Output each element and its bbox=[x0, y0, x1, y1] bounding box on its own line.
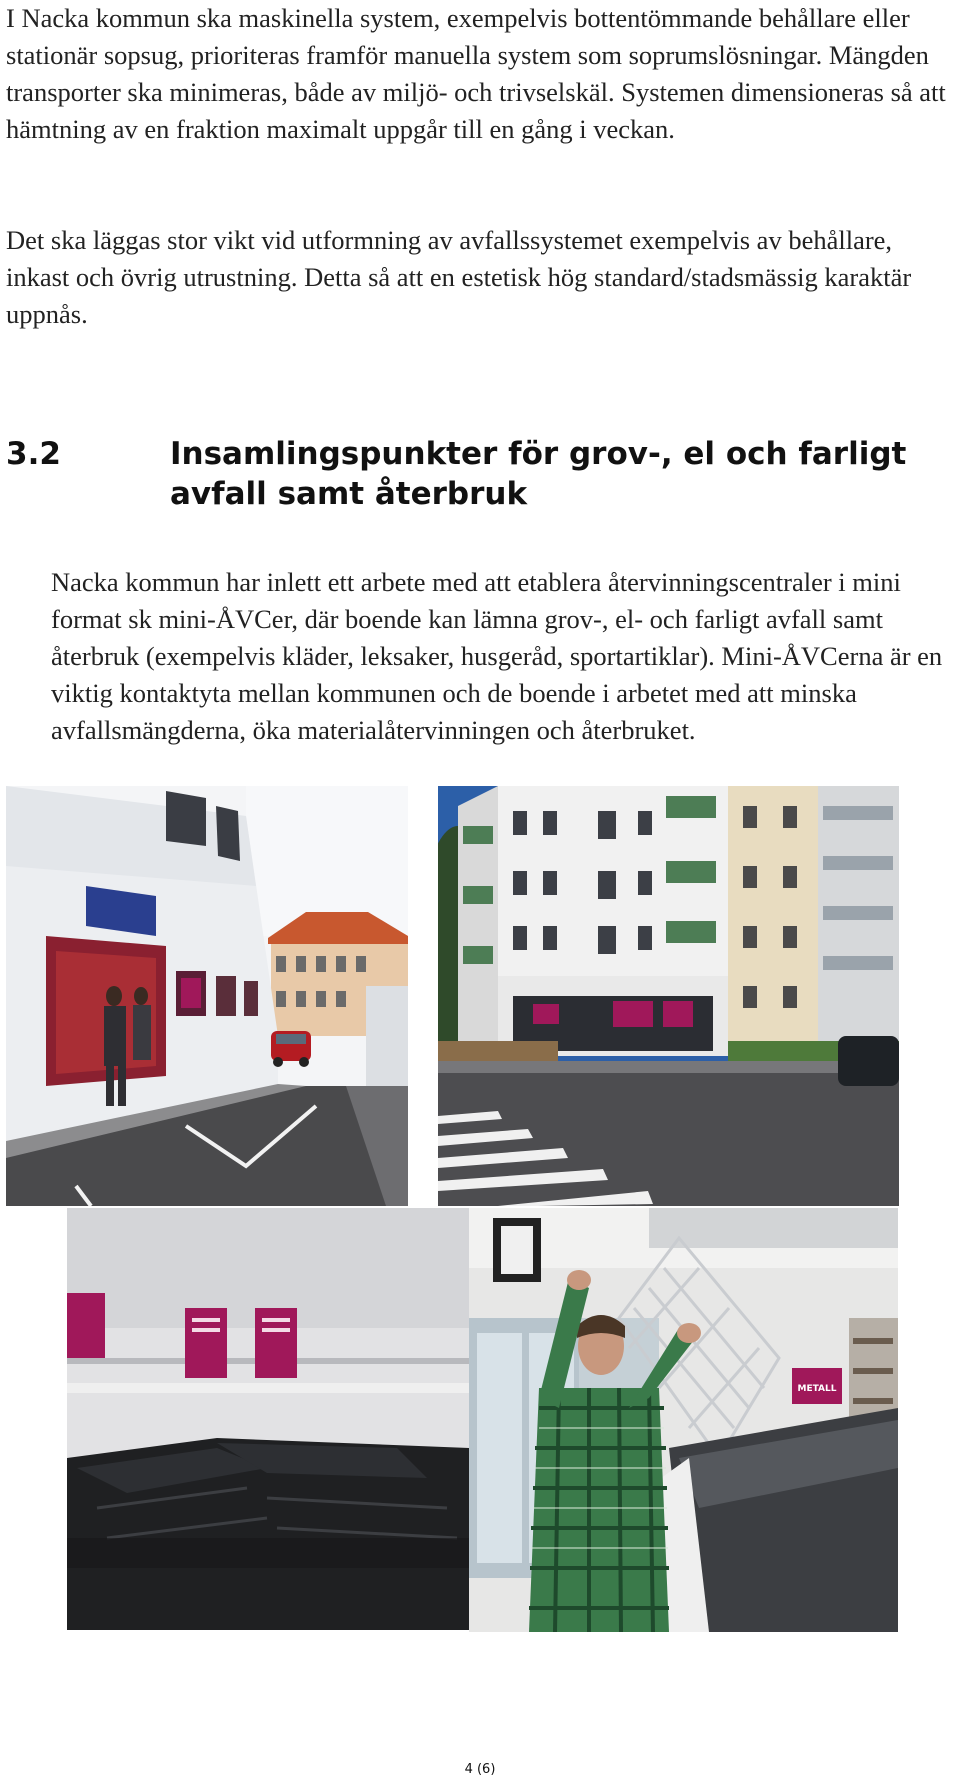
photo-collection-bins bbox=[67, 1208, 469, 1630]
body-paragraph-intro: I Nacka kommun ska maskinella system, exempelvis bottentömmande behållare eller stationär sopsug, prioriteras framför manuella system som soprumslösningar. Mängden transporter ska minimeras, både av miljö- och trivselskäl. Systemen dimensioneras så att hämtning av en fraktion maximalt uppgår till en gång i veckan. bbox=[6, 3, 946, 144]
photo-man-recycling-rack bbox=[469, 1208, 898, 1632]
page-number: 4 (6) bbox=[464, 1762, 496, 1777]
metall-sign-text: METALL bbox=[797, 1384, 837, 1394]
section-number: 3.2 bbox=[6, 436, 61, 472]
section-title: Insamlingspunkter för grov-, el och farligt avfall samt återbruk bbox=[170, 436, 907, 512]
body-paragraph-mini-avc: Nacka kommun har inlett ett arbete med att etablera återvinningscentraler i mini format sk mini-ÅVCer, där boende kan lämna grov-, el- och farligt avfall samt återbruk (exempelvis kläder, leksaker, husgeråd, sportartiklar). Mini-ÅVCerna är en viktig kontaktyta mellan kommunen och de boende i arbetet med att minska avfallsmängderna, öka materialåtervinningen och återbruket. bbox=[51, 567, 943, 745]
body-paragraph-design: Det ska läggas stor vikt vid utformning av avfallssystemet exempelvis av behållare, inkast och övrig utrustning. Detta så att en estetisk hög standard/stadsmässig karaktär uppnås. bbox=[6, 225, 912, 329]
photo-apartment-block bbox=[438, 786, 899, 1206]
photo-street-corner bbox=[6, 786, 408, 1206]
